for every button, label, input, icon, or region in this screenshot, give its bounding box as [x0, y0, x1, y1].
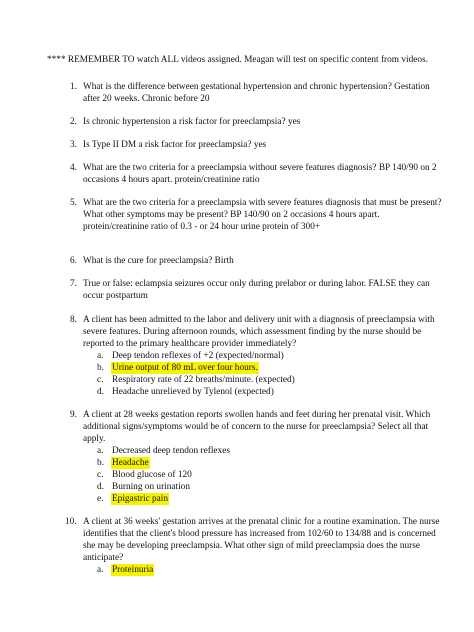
question-text: Is Type II DM a risk factor for preeclampsia? yes [83, 140, 267, 150]
header-note: **** REMEMBER TO watch ALL videos assigned. Meagan will test on specific content from videos. [47, 55, 428, 65]
question-number: 6. [70, 256, 77, 266]
option-letter: c. [97, 375, 104, 385]
question-text: protein/creatinine ratio of 0.3 - or 24 hour urine protein of 300+ [83, 222, 321, 232]
option-text-highlighted: Proteinuria [112, 565, 154, 575]
option-letter: d. [97, 387, 104, 397]
option-text-highlighted: Urine output of 80 mL over four hours. [112, 363, 258, 373]
question-text: apply. [83, 434, 106, 444]
question-number: 7. [70, 279, 77, 289]
option-letter: b. [97, 458, 104, 468]
question-text: What is the cure for preeclampsia? Birth [83, 256, 234, 266]
option-text-highlighted: Headache [112, 458, 149, 468]
question-number: 4. [70, 163, 77, 173]
option-letter: a. [97, 565, 104, 575]
option-text: Respiratory rate of 22 breaths/minute. (expected) [112, 375, 295, 385]
option-letter: e. [97, 494, 104, 504]
question-text: A client at 36 weeks' gestation arrives at the prenatal clinic for a routine examination. The nurse [83, 517, 440, 527]
question-number: 3. [70, 140, 77, 150]
question-text: occasions 4 hours apart. protein/creatinine ratio [83, 175, 260, 185]
question-text: What are the two criteria for a preeclampsia without severe features diagnosis? BP 140/90 on 2 [83, 163, 437, 173]
question-text: reported to the primary healthcare provider immediately? [83, 339, 297, 349]
question-text: after 20 weeks. Chronic before 20 [83, 94, 210, 104]
question-number: 2. [70, 117, 77, 127]
question-text: A client at 28 weeks gestation reports swollen hands and feet during her prenatal visit. Which [83, 410, 431, 420]
question-text: occur postpartum [83, 291, 148, 301]
question-text: identifies that the client's blood pressure has increased from 102/60 to 134/88 and is concerned [83, 529, 436, 539]
question-text: she may be developing preeclampsia. What other sign of mild preeclampsia does the nurse [83, 541, 420, 551]
question-text: A client has been admitted to the labor and delivery unit with a diagnosis of preeclampsia with [83, 315, 435, 325]
question-number: 8. [70, 315, 77, 325]
question-number: 5. [70, 198, 77, 208]
option-text: Deep tendon reflexes of +2 (expected/normal) [112, 351, 284, 361]
question-text: What other symptoms may be present? BP 140/90 on 2 occasions 4 hours apart. [83, 210, 380, 220]
question-text: severe features. During afternoon rounds, which assessment finding by the nurse should be [83, 327, 422, 337]
question-text: Is chronic hypertension a risk factor for preeclampsia? yes [83, 117, 301, 127]
option-letter: a. [97, 446, 104, 456]
option-text-highlighted: Epigastric pain [112, 494, 169, 504]
option-text: Burning on urination [112, 482, 190, 492]
option-text: Blood glucose of 120 [112, 470, 192, 480]
option-text: Decreased deep tendon reflexes [112, 446, 230, 456]
question-number: 9. [70, 410, 77, 420]
question-text: additional signs/symptoms would be of concern to the nurse for preeclampsia? Select all that [83, 422, 429, 432]
option-text: Headache unrelieved by Tylenol (expected) [112, 387, 274, 397]
question-text: What are the two criteria for a preeclampsia with severe features diagnosis that must be present? [83, 198, 442, 208]
option-letter: c. [97, 470, 104, 480]
question-number: 1. [70, 82, 77, 92]
question-text: True or false: eclampsia seizures occur only during prelabor or during labor. FALSE they can [83, 279, 430, 289]
question-text: What is the difference between gestational hypertension and chronic hypertension? Gestation [83, 82, 430, 92]
option-letter: b. [97, 363, 104, 373]
question-number: 10. [65, 517, 77, 527]
question-text: anticipate? [83, 553, 124, 563]
option-letter: d. [97, 482, 104, 492]
option-letter: a. [97, 351, 104, 361]
